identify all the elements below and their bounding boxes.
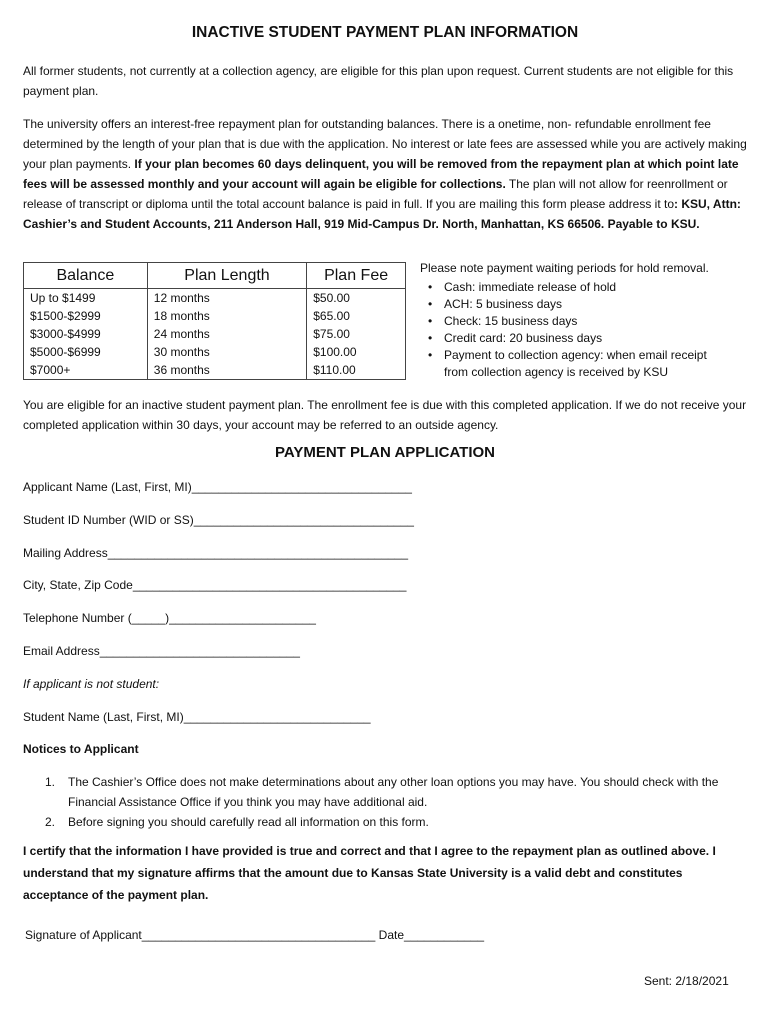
hold-removal-list	[420, 279, 760, 381]
cell-plan-length: 24 months	[147, 325, 306, 343]
eligibility-paragraph: You are eligible for an inactive student payment plan. The enrollment fee is due with this completed application. If we do not receive your completed application within 30 days, your account may be referred to an outside agency.	[23, 398, 747, 432]
notice-text: Before signing you should carefully read all information on this form.	[68, 815, 429, 829]
city-state-zip-field[interactable]: City, State, Zip Code_________________________________________	[23, 578, 407, 592]
table-row	[24, 361, 406, 380]
delinquency-warning: If your plan becomes 60 days delinquent, you will be removed from the repayment plan at which point late fees will be assessed monthly and your account will again be eligible for collections.	[23, 157, 739, 191]
cell-balance: $5000-$6999	[24, 343, 148, 361]
application-title: PAYMENT PLAN APPLICATION	[274, 444, 495, 461]
applicant-name-field[interactable]: Applicant Name (Last, First, MI)_________________________________	[23, 480, 412, 494]
student-id-field[interactable]: Student ID Number (WID or SS)_________________________________	[23, 513, 414, 527]
header-plan-fee: Plan Fee	[307, 263, 406, 289]
cell-plan-length: 30 months	[147, 343, 306, 361]
plan-info-paragraph	[23, 114, 749, 234]
notice-item	[23, 772, 743, 812]
table-row	[24, 289, 406, 308]
page-title: INACTIVE STUDENT PAYMENT PLAN INFORMATION	[191, 24, 579, 41]
table-row	[24, 343, 406, 361]
signature-date-line[interactable]: Signature of Applicant___________________________________ Date____________	[25, 928, 485, 942]
cell-plan-fee: $65.00	[307, 307, 406, 325]
cell-plan-fee: $100.00	[307, 343, 406, 361]
notice-number: 2.	[45, 815, 56, 829]
table-row	[24, 307, 406, 325]
cell-balance: Up to $1499	[24, 289, 148, 308]
header-plan-length: Plan Length	[147, 263, 306, 289]
list-item: • Check: 15 business days	[444, 313, 760, 330]
telephone-field[interactable]: Telephone Number (_____)______________________	[23, 611, 316, 625]
list-item: • Payment to collection agency: when email receipt from collection agency is received by KSU	[444, 347, 734, 381]
non-student-note: If applicant is not student:	[23, 677, 160, 691]
email-field[interactable]: Email Address______________________________	[23, 644, 300, 658]
plan-info-text-2: The plan will not allow for reenrollment or release of transcript or diploma until the total account balance is paid in full. If you are mailing this form please address it to	[23, 177, 728, 211]
notice-text: The Cashier’s Office does not make determinations about any other loan options you may have. You should check with the Financial Assistance Office if you think you may have additional aid.	[68, 775, 719, 809]
notices-heading: Notices to Applicant	[23, 742, 139, 756]
list-item: • ACH: 5 business days	[444, 296, 760, 313]
cell-balance: $3000-$4999	[24, 325, 148, 343]
cell-plan-fee: $50.00	[307, 289, 406, 308]
notice-number: 1.	[45, 775, 56, 789]
plan-info-text-1: The university offers an interest-free repayment plan for outstanding balances. There is a onetime, non- refundable enrollment fee determined by the length of your plan that is due with the application. No interest or late fees are assessed while you are actively making your plan payments.	[23, 117, 747, 171]
certification-statement: I certify that the information I have provided is true and correct and that I agree to the repayment plan as outlined above. I understand that my signature affirms that the amount due to Kansas State University is a valid debt and constitutes acceptance of the payment plan.	[23, 844, 716, 902]
cell-plan-length: 12 months	[147, 289, 306, 308]
hold-removal-periods	[420, 260, 760, 381]
student-name-field[interactable]: Student Name (Last, First, MI)____________________________	[23, 710, 371, 724]
cell-plan-length: 18 months	[147, 307, 306, 325]
intro-paragraph: All former students, not currently at a collection agency, are eligible for this plan upon request. Current students are not eligible for this payment plan.	[23, 64, 734, 98]
list-item: • Credit card: 20 business days	[444, 330, 760, 347]
notice-item	[23, 812, 743, 832]
list-item: • Cash: immediate release of hold	[444, 279, 760, 296]
cell-balance: $7000+	[24, 361, 148, 380]
mailing-address: : KSU, Attn: Cashier’s and Student Accounts, 211 Anderson Hall, 919 Mid-Campus Dr. North, Manhattan, KS 66506. Payable to KSU.	[23, 197, 741, 231]
mailing-address-field[interactable]: Mailing Address_____________________________________________	[23, 546, 409, 560]
cell-plan-fee: $110.00	[307, 361, 406, 380]
hold-removal-heading: Please note payment waiting periods for hold removal.	[420, 261, 709, 275]
header-balance: Balance	[24, 263, 148, 289]
sent-date: Sent: 2/18/2021	[644, 974, 729, 988]
table-row	[24, 325, 406, 343]
cell-plan-length: 36 months	[147, 361, 306, 380]
cell-balance: $1500-$2999	[24, 307, 148, 325]
cell-plan-fee: $75.00	[307, 325, 406, 343]
plan-fee-table	[23, 262, 406, 380]
